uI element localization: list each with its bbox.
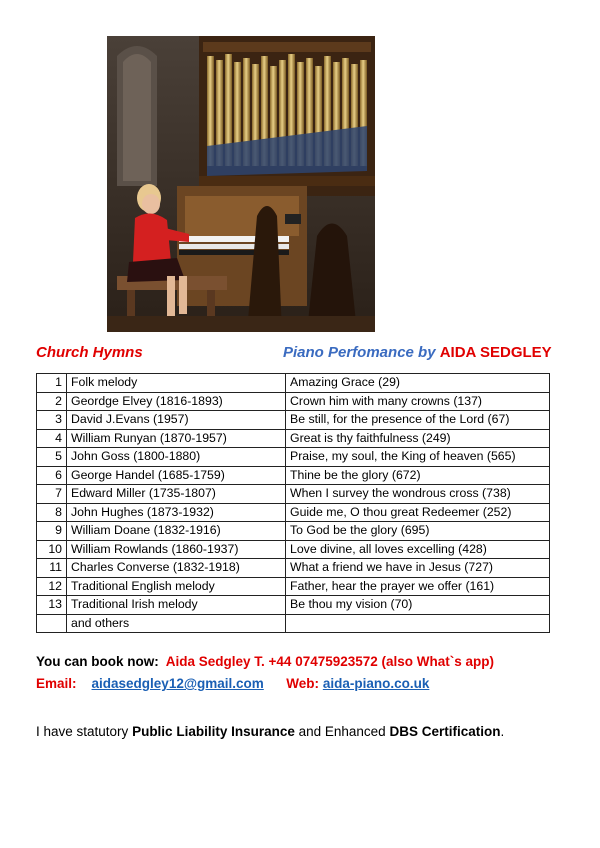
row-number: 12 [37, 577, 67, 596]
row-number: 7 [37, 485, 67, 504]
insurance-dbs: DBS Certification [389, 724, 501, 739]
contact-line [36, 676, 429, 691]
table-row [37, 485, 550, 504]
insurance-statement [36, 724, 504, 739]
row-number [37, 614, 67, 633]
heading-performance-prefix: Piano Perfomance by [283, 344, 440, 361]
heading-church-hymns: Church Hymns [36, 344, 143, 361]
composer-cell: Folk melody [67, 374, 286, 393]
composer-cell: Charles Converse (1832-1918) [67, 559, 286, 578]
table-row [37, 392, 550, 411]
organ-photo [107, 36, 375, 332]
hymn-cell: When I survey the wondrous cross (738) [286, 485, 550, 504]
composer-cell: George Handel (1685-1759) [67, 466, 286, 485]
table-row [37, 522, 550, 541]
table-row [37, 596, 550, 615]
hymn-cell [286, 614, 550, 633]
table-row [37, 429, 550, 448]
row-number: 2 [37, 392, 67, 411]
table-row [37, 503, 550, 522]
hymn-cell: Thine be the glory (672) [286, 466, 550, 485]
insurance-middle: and Enhanced [294, 724, 390, 739]
row-number: 13 [37, 596, 67, 615]
row-number: 3 [37, 411, 67, 430]
composer-cell: William Runyan (1870-1957) [67, 429, 286, 448]
table-row [37, 448, 550, 467]
composer-cell: Traditional English melody [67, 577, 286, 596]
email-label: Email: [36, 676, 77, 691]
heading-performer-name: AIDA SEDGLEY [439, 344, 552, 361]
composer-cell: John Hughes (1873-1932) [67, 503, 286, 522]
composer-cell: and others [67, 614, 286, 633]
table-row [37, 466, 550, 485]
hymns-table-body [37, 374, 550, 633]
row-number: 5 [37, 448, 67, 467]
hymn-cell: Love divine, all loves excelling (428) [286, 540, 550, 559]
table-row [37, 614, 550, 633]
heading-piano-performance [283, 344, 552, 361]
hymn-cell: Guide me, O thou great Redeemer (252) [286, 503, 550, 522]
composer-cell: John Goss (1800-1880) [67, 448, 286, 467]
table-row [37, 559, 550, 578]
row-number: 4 [37, 429, 67, 448]
hymn-cell: Father, hear the prayer we offer (161) [286, 577, 550, 596]
insurance-liability: Public Liability Insurance [132, 724, 295, 739]
hymn-cell: Be thou my vision (70) [286, 596, 550, 615]
hymn-cell: Praise, my soul, the King of heaven (565) [286, 448, 550, 467]
website-link[interactable]: aida-piano.co.uk [322, 676, 430, 691]
table-row [37, 577, 550, 596]
hymn-cell: Great is thy faithfulness (249) [286, 429, 550, 448]
insurance-suffix: . [500, 724, 505, 739]
booking-line [36, 654, 494, 669]
row-number: 9 [37, 522, 67, 541]
hymn-cell: Crown him with many crowns (137) [286, 392, 550, 411]
hymn-cell: What a friend we have in Jesus (727) [286, 559, 550, 578]
booking-details: Aida Sedgley T. +44 07475923572 (also What`s app) [165, 654, 495, 669]
composer-cell: David J.Evans (1957) [67, 411, 286, 430]
hymns-table [36, 373, 550, 633]
table-row [37, 411, 550, 430]
web-label: Web: [286, 676, 320, 691]
table-row [37, 540, 550, 559]
table-row [37, 374, 550, 393]
row-number: 11 [37, 559, 67, 578]
composer-cell: William Rowlands (1860-1937) [67, 540, 286, 559]
booking-label: You can book now: [36, 654, 159, 669]
composer-cell: William Doane (1832-1916) [67, 522, 286, 541]
organ-photo-illustration [107, 36, 375, 332]
hymn-cell: To God be the glory (695) [286, 522, 550, 541]
composer-cell: Traditional Irish melody [67, 596, 286, 615]
composer-cell: Edward Miller (1735-1807) [67, 485, 286, 504]
hymn-cell: Be still, for the presence of the Lord (67) [286, 411, 550, 430]
hymn-cell: Amazing Grace (29) [286, 374, 550, 393]
row-number: 8 [37, 503, 67, 522]
insurance-prefix: I have statutory [36, 724, 133, 739]
row-number: 1 [37, 374, 67, 393]
row-number: 10 [37, 540, 67, 559]
email-link[interactable]: aidasedgley12@gmail.com [91, 676, 264, 691]
composer-cell: Geordge Elvey (1816-1893) [67, 392, 286, 411]
row-number: 6 [37, 466, 67, 485]
